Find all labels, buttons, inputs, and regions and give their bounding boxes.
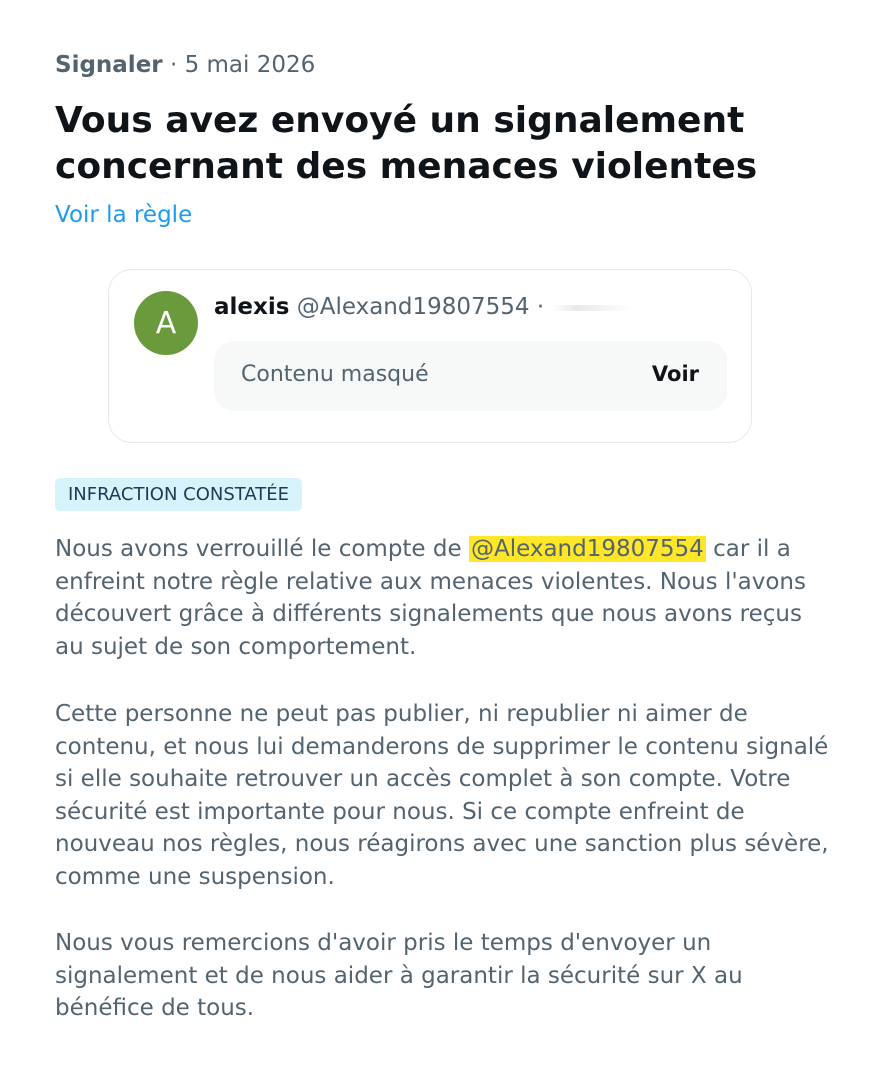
display-name[interactable]: alexis bbox=[214, 294, 290, 320]
meta-separator: · bbox=[169, 52, 178, 78]
page-title: Vous avez envoyé un signalement concernant des menaces violentes bbox=[55, 100, 758, 187]
blurred-timestamp bbox=[552, 305, 632, 311]
view-content-button[interactable]: Voir bbox=[651, 362, 699, 386]
paragraph-account-locked bbox=[55, 533, 835, 663]
hidden-content-label: Contenu masqué bbox=[241, 362, 429, 387]
paragraph-restrictions: Cette personne ne peut pas publier, ni republier ni aimer de contenu, et nous lui demanderons de supprimer le contenu signalé si elle souhaite retrouver un accès complet à son compte. Votre sécurité est importante pour nous. Si ce compte enfreint de nouveau nos règles, nous réagirons avec une sanction plus sévère, comme une suspension. bbox=[55, 701, 829, 890]
avatar-letter: A bbox=[155, 305, 177, 341]
paragraph-text: Nous avons verrouillé le compte de bbox=[55, 536, 469, 562]
highlighted-handle: @Alexand19807554 bbox=[470, 536, 704, 562]
reported-post-card[interactable] bbox=[108, 269, 752, 443]
paragraph-thanks: Nous vous remercions d'avoir pris le temps d'envoyer un signalement et de nous aider à garantir la sécurité sur X au bénéfice de tous. bbox=[55, 930, 743, 1021]
view-rule-link[interactable]: Voir la règle bbox=[55, 202, 193, 228]
report-category: Signaler bbox=[55, 52, 163, 78]
status-badge: INFRACTION CONSTATÉE bbox=[55, 478, 302, 511]
avatar[interactable] bbox=[134, 291, 198, 355]
user-handle[interactable]: @Alexand19807554 bbox=[296, 294, 530, 320]
report-date: 5 mai 2026 bbox=[184, 52, 316, 78]
paragraph-text: car il a enfreint notre règle relative aux menaces violentes. Nous l'avons découvert grâce à différents signalements que nous avons reçus au sujet de son comportement. bbox=[55, 536, 806, 660]
post-header bbox=[214, 294, 632, 320]
hidden-content-box bbox=[214, 341, 727, 411]
report-meta bbox=[55, 52, 315, 78]
header-separator: · bbox=[536, 294, 545, 320]
